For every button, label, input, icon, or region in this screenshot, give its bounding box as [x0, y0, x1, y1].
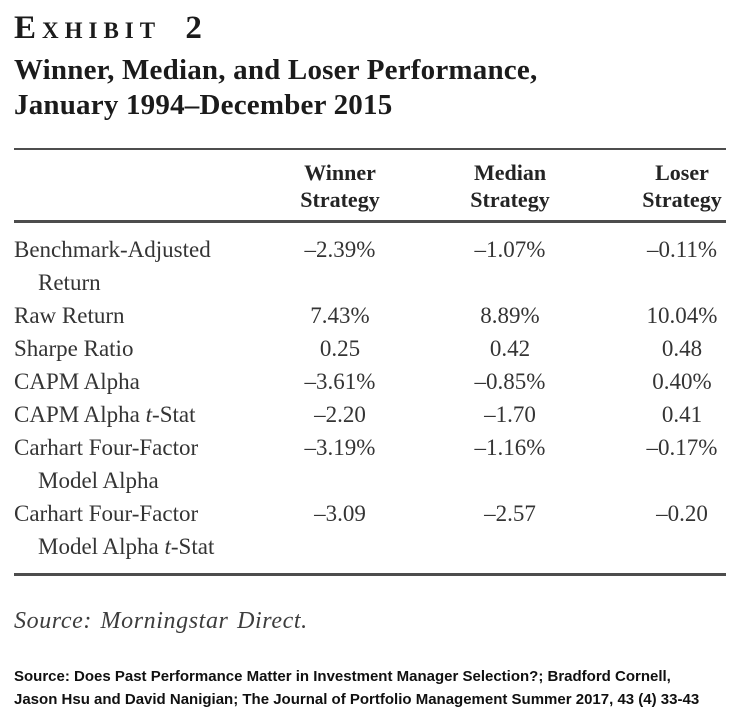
row-label: [14, 365, 255, 398]
row-label-line: Model Alpha t-Stat: [38, 534, 215, 559]
row-label: [14, 431, 255, 497]
performance-table: [14, 148, 726, 576]
row-label-line: CAPM Alpha: [14, 369, 140, 394]
exhibit-title-line2: January 1994–December 2015: [14, 89, 393, 121]
column-header-line: Strategy: [300, 187, 380, 212]
value-cell: –1.07%: [474, 237, 546, 262]
row-label-line: Carhart Four-Factor: [14, 435, 199, 460]
citation-line2: Jason Hsu and David Nanigian; The Journal of Portfolio Management Summer 2017, 43 (4) 33-43: [14, 691, 700, 708]
value-cell: –1.70: [484, 402, 536, 427]
column-header-loser: [595, 149, 726, 222]
row-label: [14, 222, 255, 300]
value-cell: 0.42: [489, 336, 531, 361]
row-label-line: CAPM Alpha t-Stat: [14, 402, 196, 427]
row-label-line: Benchmark-Adjusted: [14, 237, 211, 262]
column-header-median: [425, 149, 595, 222]
table-row: [14, 222, 726, 300]
column-header-line: Median: [473, 160, 547, 185]
value-cell: –2.20: [314, 402, 366, 427]
value-cell: 0.48: [661, 336, 703, 361]
value-cell: –0.17%: [646, 435, 718, 460]
citation: [14, 665, 726, 711]
column-header-line: Winner: [304, 160, 376, 185]
value-cell: –2.57: [484, 501, 536, 526]
column-header-winner: [255, 149, 425, 222]
citation-line1: Source: Does Past Performance Matter in Investment Manager Selection?; Bradford Cornell,: [14, 668, 671, 685]
row-label-line: Return: [38, 270, 101, 295]
row-label: [14, 398, 255, 431]
table-row: [14, 497, 726, 575]
value-cell: 8.89%: [480, 303, 540, 328]
value-cell: 0.25: [319, 336, 361, 361]
value-cell: 10.04%: [646, 303, 718, 328]
table-header: [14, 149, 726, 222]
source-note: Source: Morningstar Direct.: [14, 608, 308, 634]
table-row: [14, 299, 726, 332]
value-cell: –3.61%: [304, 369, 376, 394]
value-cell: –3.09: [314, 501, 366, 526]
value-cell: –0.85%: [474, 369, 546, 394]
value-cell: –0.11%: [646, 237, 718, 262]
column-header-line: Loser: [655, 160, 709, 185]
row-label-line: Carhart Four-Factor: [14, 501, 199, 526]
value-cell: –2.39%: [304, 237, 376, 262]
row-label-line: Sharpe Ratio: [14, 336, 134, 361]
row-label-header: [14, 149, 255, 222]
row-label-line: Model Alpha: [38, 468, 159, 493]
exhibit-title: [14, 53, 726, 123]
table-header-row: [14, 149, 726, 222]
value-cell: 0.40%: [652, 369, 712, 394]
row-label: [14, 299, 255, 332]
exhibit-label: Exhibit 2: [14, 10, 208, 46]
table-body: [14, 222, 726, 575]
exhibit-title-line1: Winner, Median, and Loser Performance,: [14, 54, 538, 86]
row-label-line: Raw Return: [14, 303, 125, 328]
value-cell: –1.16%: [474, 435, 546, 460]
column-header-line: Strategy: [470, 187, 550, 212]
column-header-line: Strategy: [642, 187, 722, 212]
value-cell: –3.19%: [304, 435, 376, 460]
table-row: [14, 398, 726, 431]
table-row: [14, 332, 726, 365]
table-row: [14, 365, 726, 398]
row-label: [14, 332, 255, 365]
value-cell: 0.41: [661, 402, 703, 427]
table-row: [14, 431, 726, 497]
row-label: [14, 497, 255, 575]
value-cell: –0.20: [656, 501, 708, 526]
value-cell: 7.43%: [310, 303, 370, 328]
